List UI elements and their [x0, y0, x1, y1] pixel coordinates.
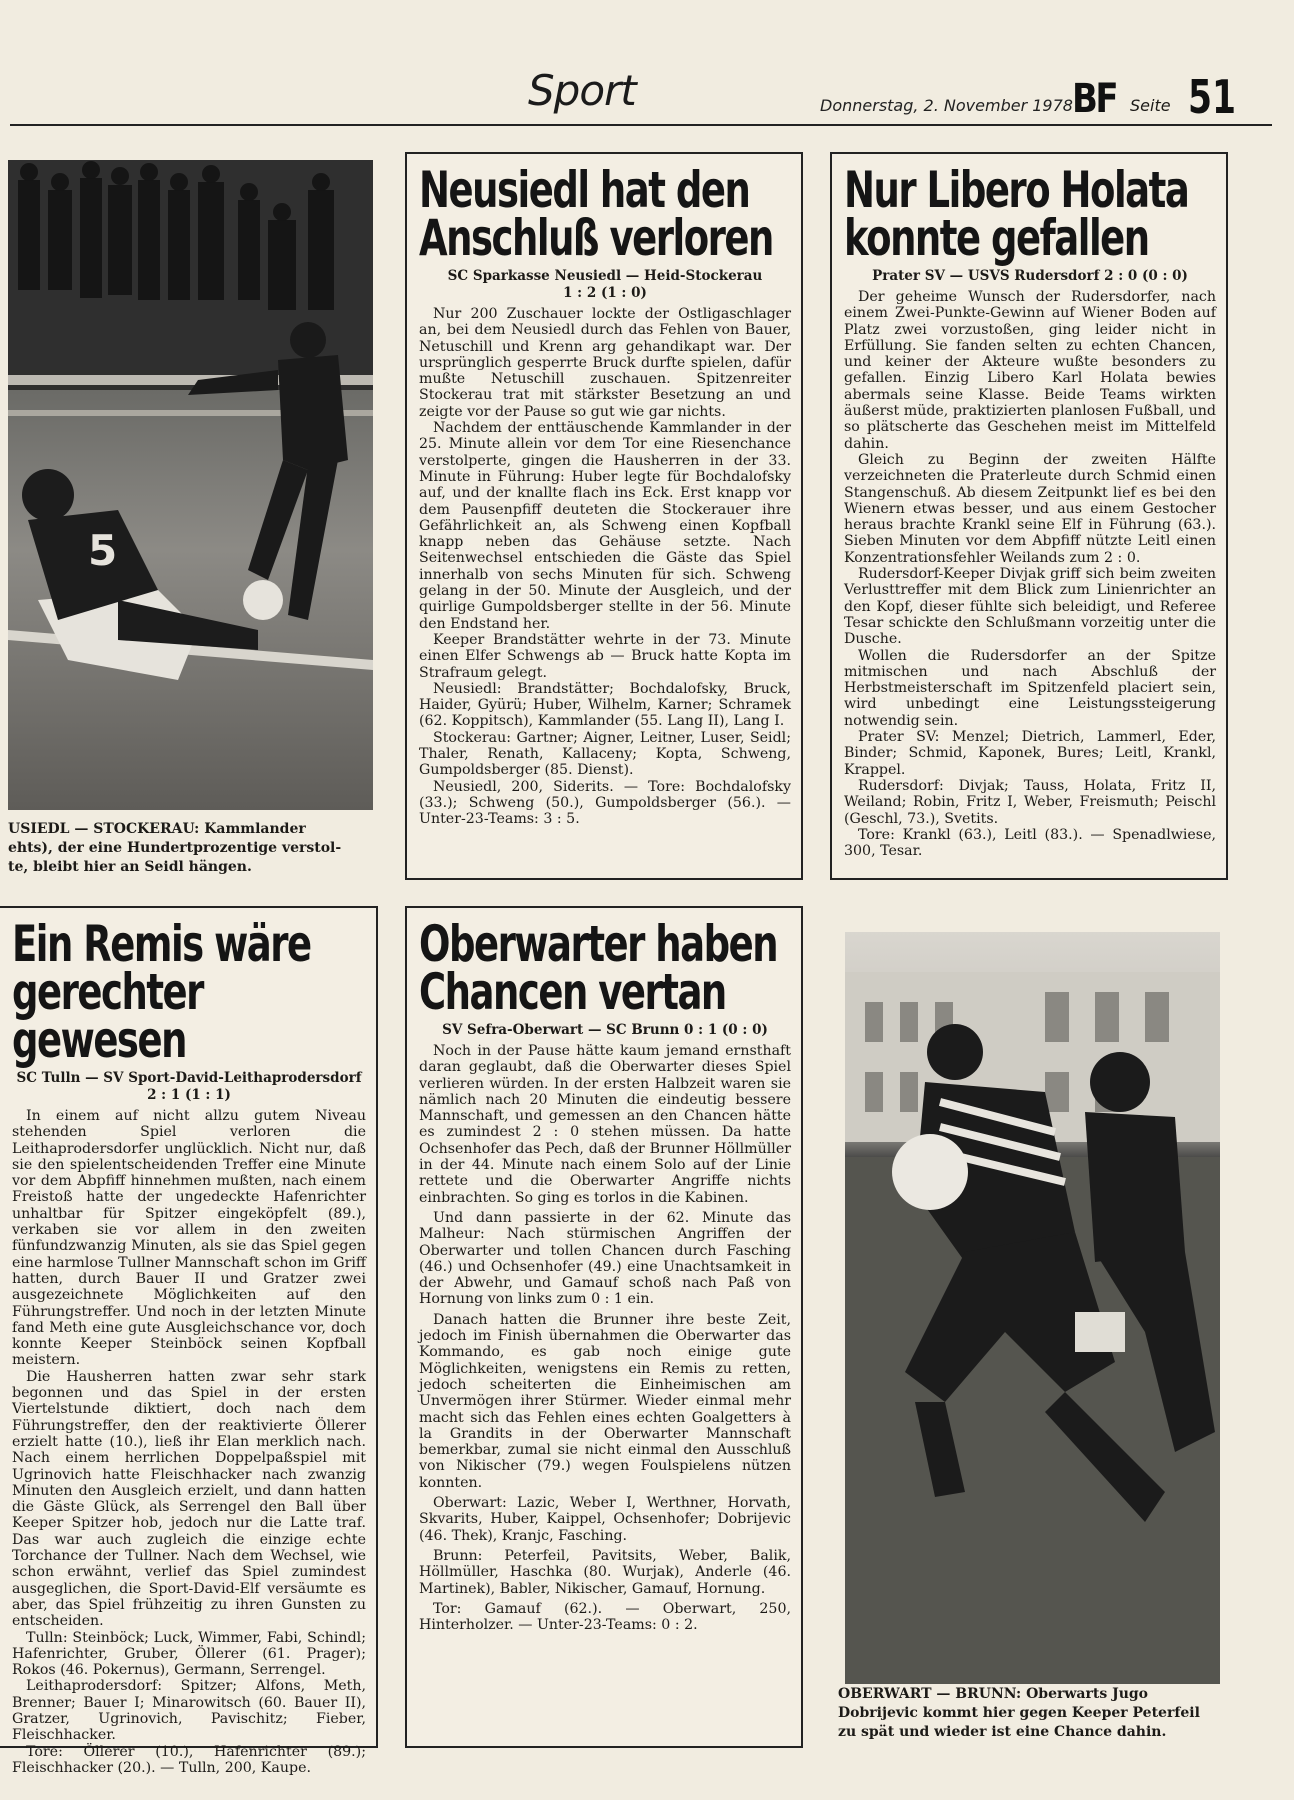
match-result	[12, 1070, 366, 1104]
article-body	[419, 306, 791, 828]
match-stats: Tore: Krankl (63.), Leitl (83.). — Spenadlwiese, 300, Tesar.	[844, 826, 1216, 860]
headline-line: Oberwarter haben	[419, 915, 778, 973]
headline	[419, 161, 791, 267]
match-teams: SC Tulln — SV Sport-David-Leithaprodersdorf 2 : 1 (1 : 1)	[16, 1070, 362, 1103]
headline	[12, 915, 366, 1069]
section-title: Sport	[528, 66, 636, 115]
article-body	[844, 289, 1216, 859]
article-oberwart	[405, 906, 803, 1748]
photo-oberwart-brunn	[845, 932, 1220, 1684]
newspaper-logo: BF	[1072, 76, 1117, 122]
issue-date: Donnerstag, 2. November 1978	[820, 96, 1073, 115]
match-photo-illustration	[845, 932, 1220, 1684]
headline-line: Anschluß verloren	[419, 209, 773, 267]
match-photo-illustration	[8, 160, 373, 810]
caption-line: Dobrijevic kommt hier gegen Keeper Peterfeil	[838, 1705, 1200, 1721]
lineup: Tulln: Steinböck; Luck, Wimmer, Fabi, Schindl; Hafenrichter, Gruber, Öllerer (61. Prager); Rokos (46. Pokernus), Germann, Serrengel.	[12, 1629, 366, 1679]
match-score: 1 : 2 (1 : 0)	[563, 285, 647, 301]
paragraph: Keeper Brandstätter wehrte in der 73. Minute einen Elfer Schwengs ab — Bruck hatte Kopta im Strafraum gelegt.	[419, 631, 791, 681]
caption-line: ehts), der eine Hundertprozentige verstol-	[8, 840, 342, 856]
photo-caption-stockerau	[8, 820, 376, 877]
paragraph: Rudersdorf-Keeper Divjak griff sich beim zweiten Verlusttreffer mit dem Blick zum Linienrichter an den Kopf, dieser fühlte sich beleidigt, und Referee Tesar schickte den Schlußmann vorzeitig unter die Dusche.	[844, 566, 1216, 648]
match-result	[419, 1022, 791, 1039]
headline-line: Chancen vertan	[419, 963, 726, 1021]
paragraph: Noch in der Pause hätte kaum jemand ernsthaft daran geglaubt, daß die Oberwarter dieses Spiel verlieren würden. In der ersten Halbzeit waren sie nämlich nach 20 Minuten die eindeutig bessere Mannschaft, und gemessen an den Chancen hätte es zumindest 2 : 0 stehen müssen. Da hatte Ochsenhofer das Pech, daß der Brunner Höllmüller in der 44. Minute nach einem Solo auf der Linie rettete und die Oberwarter Angriffe nichts einbrachten. So ging es torlos in die Kabinen.	[419, 1043, 791, 1206]
lineup: Oberwart: Lazic, Weber I, Werthner, Horvath, Skvarits, Huber, Kaippel, Ochsenhofer; Dobrijevic (46. Thek), Kranjc, Fasching.	[419, 1495, 791, 1544]
caption-line: USIEDL — STOCKERAU: Kammlander	[8, 821, 306, 837]
paragraph: Die Hausherren hatten zwar sehr stark begonnen und das Spiel in der ersten Viertelstunde diktiert, doch nach dem Führungstreffer, den der reaktivierte Öllerer erzielt hatte (10.), ließ ihr Elan merklich nach. Nach einem herrlichen Doppelpaßspiel mit Ugrinovich hatte Fleischhacker nach zwanzig Minuten den Ausgleich erzielt, und dann hatten die Gäste Glück, als Serrengel den Ball über Keeper Spitzer hob, jedoch nur die Latte traf. Das war auch zugleich die einzige echte Torchance der Tullner. Nach dem Wechsel, wie schon erwähnt, verlief das Spiel zumindest ausgeglichen, die Sport-David-Elf versäumte es aber, das Spiel frühzeitig zu ihren Gunsten zu entscheiden.	[12, 1368, 366, 1630]
lineup: Brunn: Peterfeil, Pavitsits, Weber, Balik, Höllmüller, Haschka (80. Wurjak), Anderle (46. Martinek), Babler, Nikischer, Gamauf, Hornung.	[419, 1547, 791, 1597]
lineup: Neusiedl: Brandstätter; Bochdalofsky, Bruck, Haider, Gyürü; Huber, Wilhelm, Karner; Schramek (62. Koppitsch), Kammlander (55. Lang II), Lang I.	[419, 680, 791, 730]
match-stats: Tore: Öllerer (10.), Hafenrichter (89.); Fleischhacker (20.). — Tulln, 200, Kaupe.	[12, 1743, 366, 1776]
lineup: Leithaprodersdorf: Spitzer; Alfons, Meth, Brenner; Bauer I; Minarowitsch (60. Bauer II), Gratzer, Ugrinovich, Pavischitz; Fieber, Fleischhacker.	[12, 1678, 366, 1744]
headline-line: Neusiedl hat den	[419, 161, 750, 219]
match-stats: Tor: Gamauf (62.). — Oberwart, 250, Hinterholzer. — Unter-23-Teams: 0 : 2.	[419, 1600, 791, 1634]
article-remis	[0, 906, 378, 1776]
match-teams: SV Sefra-Oberwart — SC Brunn 0 : 1 (0 : 0)	[442, 1022, 768, 1038]
paragraph: Danach hatten die Brunner ihre beste Zeit, jedoch im Finish übernahmen die Oberwarter das Kommando, es gab noch einige gute Möglichkeiten, wenigstens ein Remis zu retten, jedoch scheiterten die Einheimischen am Unvermögen ihrer Stürmer. Wieder einmal mehr macht sich das Fehlen eines echten Goalgetters à la Grandits in der Oberwarter Mannschaft bemerkbar, zumal sie nicht einmal den Ausschluß von Nikischer (79.) wegen Foulspielens nützen konnten.	[419, 1311, 791, 1491]
paragraph: Nur 200 Zuschauer lockte der Ostligaschlager an, bei dem Neusiedl durch das Fehlen von Bauer, Netuschill und Krenn arg gehandikapt war. Der ursprünglich gesperrte Bruck durfte spielen, dafür mußte Netuschill zuschauen. Spitzenreiter Stockerau trat mit stärkster Besetzung an und zeigte vor der Pause so gut wie gar nichts.	[419, 306, 791, 420]
jersey-number: 5	[88, 526, 118, 575]
page-number: 51	[1188, 70, 1237, 124]
caption-line: zu spät und wieder ist eine Chance dahin.	[838, 1724, 1167, 1740]
paragraph: In einem auf nicht allzu gutem Niveau stehenden Spiel verloren die Leithaprodersdorfer unglücklich. Nicht nur, daß sie den spielentscheidenden Treffer eine Minute vor dem Abpfiff hinnehmen mußten, nach einem Freistoß hatte der ungedeckte Hafenrichter unhaltbar für Spitzer eingeköpfelt (89.), verkaben sie vor allem in den zweiten fünfundzwanzig Minuten, als sie das Spiel gegen eine harmlose Tullner Mannschaft schon im Griff hatten, durch Bauer II und Gratzer zwei ausgezeichnete Möglichkeiten auf den Führungstreffer. Und noch in der letzten Minute fand Meth eine gute Ausgleichschance vor, doch konnte Keeper Steinböck seinen Kopfball meistern.	[12, 1108, 366, 1369]
headline	[844, 161, 1216, 267]
headline-line: Ein Remis wäre	[12, 915, 311, 973]
masthead-rule	[10, 124, 1272, 126]
match-teams: Prater SV — USVS Rudersdorf 2 : 0 (0 : 0)	[872, 268, 1188, 284]
article-body	[12, 1108, 366, 1776]
match-result	[419, 268, 791, 302]
headline-line: gerechter gewesen	[12, 963, 203, 1069]
article-body	[419, 1043, 791, 1633]
headline-line: Nur Libero Holata	[844, 161, 1189, 219]
page-label: Seite	[1130, 96, 1171, 115]
caption-line: te, bleibt hier an Seidl hängen.	[8, 859, 252, 875]
football	[892, 1134, 968, 1210]
article-holata	[830, 152, 1228, 880]
lineup: Stockerau: Gartner; Aigner, Leitner, Luser, Seidl; Thaler, Renath, Kallaceny; Kopta, Schweng, Gumpoldsberger (85. Dienst).	[419, 729, 791, 779]
match-result	[844, 268, 1216, 285]
article-neusiedl	[405, 152, 803, 880]
lineup: Prater SV: Menzel; Dietrich, Lammerl, Eder, Binder; Schmid, Kaponek, Bures; Leitl, Krankl, Krappel.	[844, 729, 1216, 778]
football	[243, 580, 283, 620]
paragraph: Nachdem der enttäuschende Kammlander in der 25. Minute allein vor dem Tor eine Riesenchance verstolperte, gingen die Hausherren in der 33. Minute in Führung: Huber legte für Bochdalofsky auf, und der knallte flach ins Eck. Erst knapp vor dem Pausenpfiff deuteten die Stockerauer ihre Gefährlichkeit an, als Schweng einen Kopfball knapp neben das Gehäuse setzte. Nach Seitenwechsel entschieden die Gäste das Spiel innerhalb von sechs Minuten für sich. Schweng gelang in der 50. Minute der Ausgleich, und der quirlige Gumpoldsberger stellte in der 56. Minute den Endstand her.	[419, 420, 791, 632]
photo-caption-oberwart	[838, 1685, 1238, 1742]
headline-line: konnte gefallen	[844, 209, 1149, 267]
caption-line: OBERWART — BRUNN: Oberwarts Jugo	[838, 1686, 1149, 1702]
paragraph: Wollen die Rudersdorfer an der Spitze mitmischen und nach Abschluß der Herbstmeisterschaft im Spitzenfeld placiert sein, wird unbedingt eine Leistungssteigerung notwendig sein.	[844, 647, 1216, 729]
photo-neusiedl-stockerau	[8, 160, 373, 810]
match-stats: Neusiedl, 200, Siderits. — Tore: Bochdalofsky (33.); Schweng (50.), Gumpoldsberger (56.). — Unter-23-Teams: 3 : 5.	[419, 778, 791, 828]
match-teams: SC Sparkasse Neusiedl — Heid-Stockerau	[447, 268, 763, 284]
headline	[419, 915, 791, 1021]
paragraph: Gleich zu Beginn der zweiten Hälfte verzeichneten die Praterleute durch Schmid einen Stangenschuß. Ab diesem Zeitpunkt lief es bei den Wienern etwas besser, und aus einem Gestocher heraus brachte Krankl seine Elf in Führung (63.). Sieben Minuten vor dem Abpfiff nützte Leitl einen Konzentrationsfehler Weilands zum 2 : 0.	[844, 451, 1216, 566]
lineup: Rudersdorf: Divjak; Tauss, Holata, Fritz II, Weiland; Robin, Fritz I, Weber, Freismuth; Peischl (Geschl, 73.), Svetits.	[844, 777, 1216, 827]
paragraph: Und dann passierte in der 62. Minute das Malheur: Nach stürmischen Angriffen der Oberwarter und tollen Chancen durch Fasching (46.) und Ochsenhofer (49.) eine Unachtsamkeit in der Abwehr, und Gamauf schoß nach Paß von Hornung von links zum 0 : 1 ein.	[419, 1209, 791, 1308]
paragraph: Der geheime Wunsch der Rudersdorfer, nach einem Zwei-Punkte-Gewinn auf Wiener Boden auf Platz zwei vorzustoßen, ging leider nicht in Erfüllung. Sie fanden selten zu echten Chancen, und keiner der Akteure wußte besonders zu gefallen. Einzig Libero Karl Holata bewies abermals seine Klasse. Beide Teams wirkten äußerst müde, praktizierten planlosen Fußball, und so plätscherte das Geschehen meist im Mittelfeld dahin.	[844, 289, 1216, 452]
